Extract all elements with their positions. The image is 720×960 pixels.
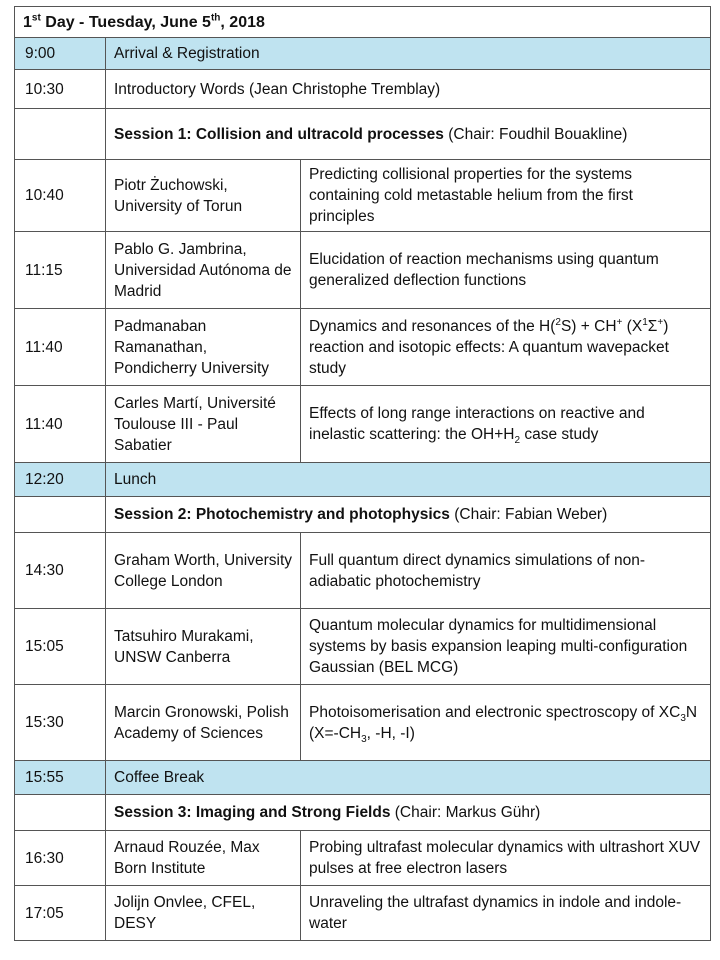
talk-row — [15, 609, 711, 685]
talk-cell: Unraveling the ultrafast dynamics in indole and indole-water — [301, 886, 711, 941]
talk-row — [15, 232, 711, 309]
talk-row — [15, 886, 711, 941]
talk-row — [15, 160, 711, 232]
talk-cell: Photoisomerisation and electronic spectroscopy of $XC_3N$ ($X=-CH_3$, -H, -I) — [301, 685, 711, 761]
speaker-cell: Pablo G. Jambrina, Universidad Autónoma de Madrid — [106, 232, 301, 309]
session-row — [15, 497, 711, 533]
speaker-cell: Arnaud Rouzée, Max Born Institute — [106, 831, 301, 886]
talk-cell: Dynamics and resonances of the H($^2$S) + CH+ $(X^1\Sigma^+)$ reaction and isotopic effects: A quantum wavepacket study — [301, 309, 711, 386]
time-cell — [15, 109, 106, 160]
session-row — [15, 109, 711, 160]
speaker-cell: Graham Worth, University College London — [106, 533, 301, 609]
session-title: Session 1: Collision and ultracold processes — [114, 125, 444, 143]
schedule-table — [14, 6, 711, 941]
event-row — [15, 70, 711, 109]
session-cell — [106, 795, 711, 831]
session-cell — [106, 109, 711, 160]
break-row — [15, 38, 711, 70]
time-cell: 11:40 — [15, 309, 106, 386]
talk-cell: Full quantum direct dynamics simulations of non-adiabatic photochemistry — [301, 533, 711, 609]
time-cell: 14:30 — [15, 533, 106, 609]
event-cell: Arrival & Registration — [106, 38, 711, 70]
time-cell: 10:30 — [15, 70, 106, 109]
time-cell: 15:30 — [15, 685, 106, 761]
talk-row — [15, 386, 711, 463]
session-cell — [106, 497, 711, 533]
time-cell: 17:05 — [15, 886, 106, 941]
talk-row — [15, 685, 711, 761]
session-chair: (Chair: Fabian Weber) — [449, 506, 608, 523]
talk-cell: Probing ultrafast molecular dynamics with ultrashort XUV pulses at free electron lasers — [301, 831, 711, 886]
time-cell — [15, 795, 106, 831]
break-row — [15, 761, 711, 795]
session-chair: (Chair: Foudhil Bouakline) — [443, 125, 628, 143]
event-cell: Lunch — [106, 463, 711, 497]
time-cell: 11:15 — [15, 232, 106, 309]
speaker-cell: Jolijn Onvlee, CFEL, DESY — [106, 886, 301, 941]
talk-cell: Predicting collisional properties for the systems containing cold metastable helium from the first principles — [301, 160, 711, 232]
speaker-cell: Marcin Gronowski, Polish Academy of Sciences — [106, 685, 301, 761]
time-cell: 15:05 — [15, 609, 106, 685]
session-row — [15, 795, 711, 831]
speaker-cell: Piotr Żuchowski, University of Torun — [106, 160, 301, 232]
time-cell: 10:40 — [15, 160, 106, 232]
day-title: 1st Day - Tuesday, June 5th, 2018 — [15, 7, 711, 38]
talk-row — [15, 831, 711, 886]
time-cell: 12:20 — [15, 463, 106, 497]
talk-cell: Quantum molecular dynamics for multidimensional systems by basis expansion leaping multi-configuration Gaussian (BEL MCG) — [301, 609, 711, 685]
speaker-cell: Tatsuhiro Murakami, UNSW Canberra — [106, 609, 301, 685]
speaker-cell: Padmanaban Ramanathan, Pondicherry University — [106, 309, 301, 386]
session-chair: (Chair: Markus Gühr) — [390, 804, 541, 821]
talk-row — [15, 309, 711, 386]
event-cell: Introductory Words (Jean Christophe Tremblay) — [106, 70, 711, 109]
talk-cell: Elucidation of reaction mechanisms using quantum generalized deflection functions — [301, 232, 711, 309]
session-title: Session 2: Photochemistry and photophysics — [114, 506, 450, 523]
talk-cell: Effects of long range interactions on reactive and inelastic scattering: the $OH+H_2$ case study — [301, 386, 711, 463]
time-cell: 16:30 — [15, 831, 106, 886]
time-cell: 11:40 — [15, 386, 106, 463]
talk-row — [15, 533, 711, 609]
event-cell: Coffee Break — [106, 761, 711, 795]
day-title-row — [15, 7, 711, 38]
time-cell — [15, 497, 106, 533]
session-title: Session 3: Imaging and Strong Fields — [114, 804, 391, 821]
speaker-cell: Carles Martí, Université Toulouse III - Paul Sabatier — [106, 386, 301, 463]
time-cell: 15:55 — [15, 761, 106, 795]
break-row — [15, 463, 711, 497]
time-cell: 9:00 — [15, 38, 106, 70]
